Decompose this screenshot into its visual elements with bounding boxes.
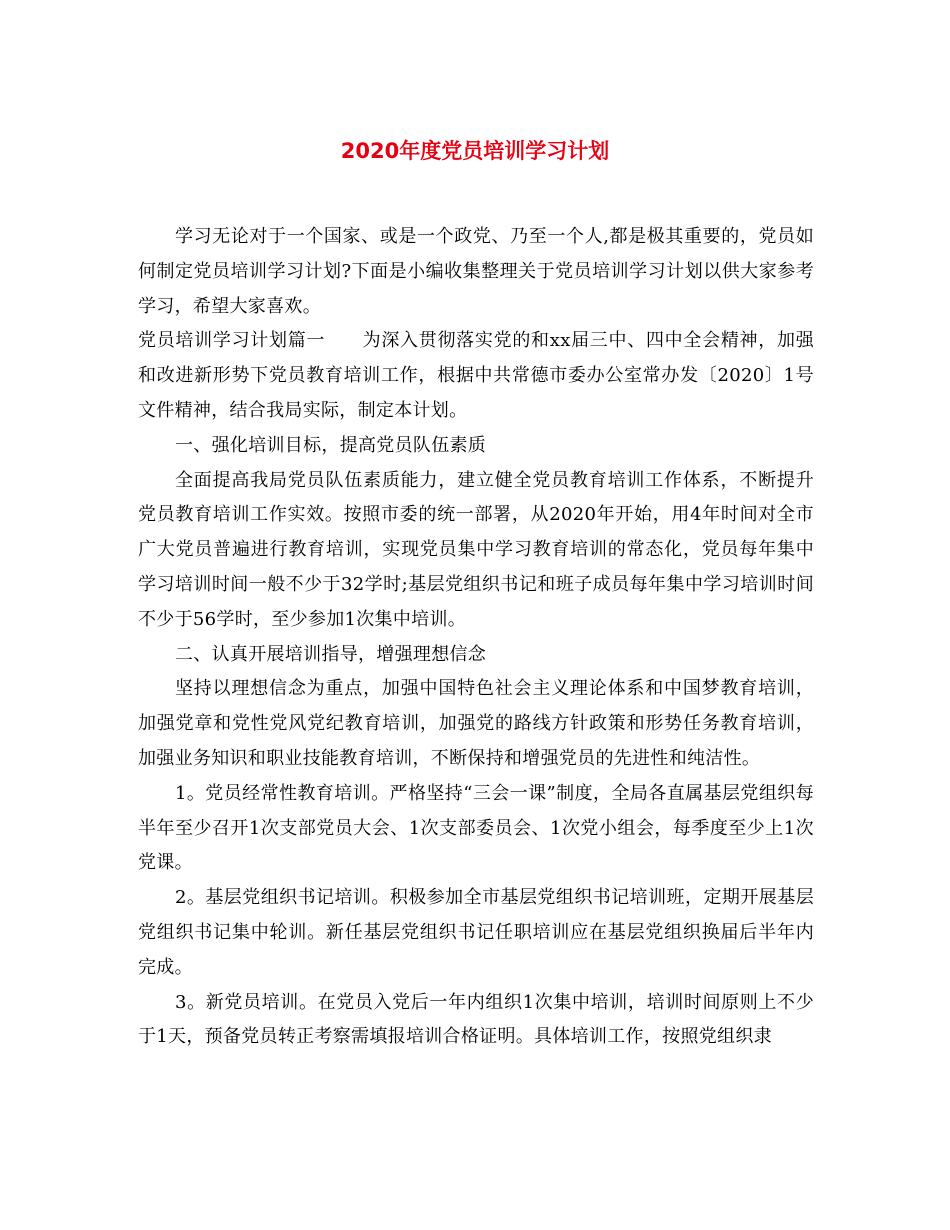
paragraph-section-two: 坚持以理想信念为重点，加强中国特色社会主义理论体系和中国梦教育培训，加强党章和党性党风党纪教育培训，加强党的路线方针政策和形势任务教育培训，加强业务知识和职业技能教育培训，不断保持和增强党员的先进性和纯洁性。 [138,678,814,769]
list-item-one: 1。党员经常性教育培训。严格坚持“三会一课”制度，全局各直属基层党组织每半年至少召开1次支部党员大会、1次支部委员会、1次党小组会，每季度至少上1次党课。 [138,782,814,874]
section-heading-two: 二、认真开展培训指导，增强理想信念 [175,643,487,665]
paragraph-plan-one: 党员培训学习计划篇一 为深入贯彻落实党的和xx届三中、四中全会精神，加强和改进新形势下党员教育培训工作，根据中共常德市委办公室常办发〔2020〕1号文件精神，结合我局实际，制定本计划。 [138,330,814,421]
list-item-two: 2。基层党组织书记培训。积极参加全市基层党组织书记培训班，定期开展基层党组织书记集中轮训。新任基层党组织书记任职培训应在基层党组织换届后半年内完成。 [138,887,814,978]
document-title: 2020年度党员培训学习计划 [340,139,610,163]
paragraph-section-one: 全面提高我局党员队伍素质能力，建立健全党员教育培训工作体系，不断提升党员教育培训工作实效。按照市委的统一部署，从2020年开始，用4年时间对全市广大党员普遍进行教育培训，实现党员集中学习教育培训的常态化，党员每年集中学习培训时间一般不少于32学时;基层党组织书记和班子成员每年集中学习培训时间不少于56学时，至少参加1次集中培训。 [138,469,814,630]
paragraph-intro: 学习无论对于一个国家、或是一个政党、乃至一个人,都是极其重要的，党员如何制定党员培训学习计划?下面是小编收集整理关于党员培训学习计划以供大家参考学习，希望大家喜欢。 [138,226,814,317]
list-item-three: 3。新党员培训。在党员入党后一年内组织1次集中培训，培训时间原则上不少于1天，预备党员转正考察需填报培训合格证明。具体培训工作，按照党组织隶 [138,991,814,1048]
section-heading-one: 一、强化培训目标，提高党员队伍素质 [175,434,487,456]
document-body [138,220,814,1055]
